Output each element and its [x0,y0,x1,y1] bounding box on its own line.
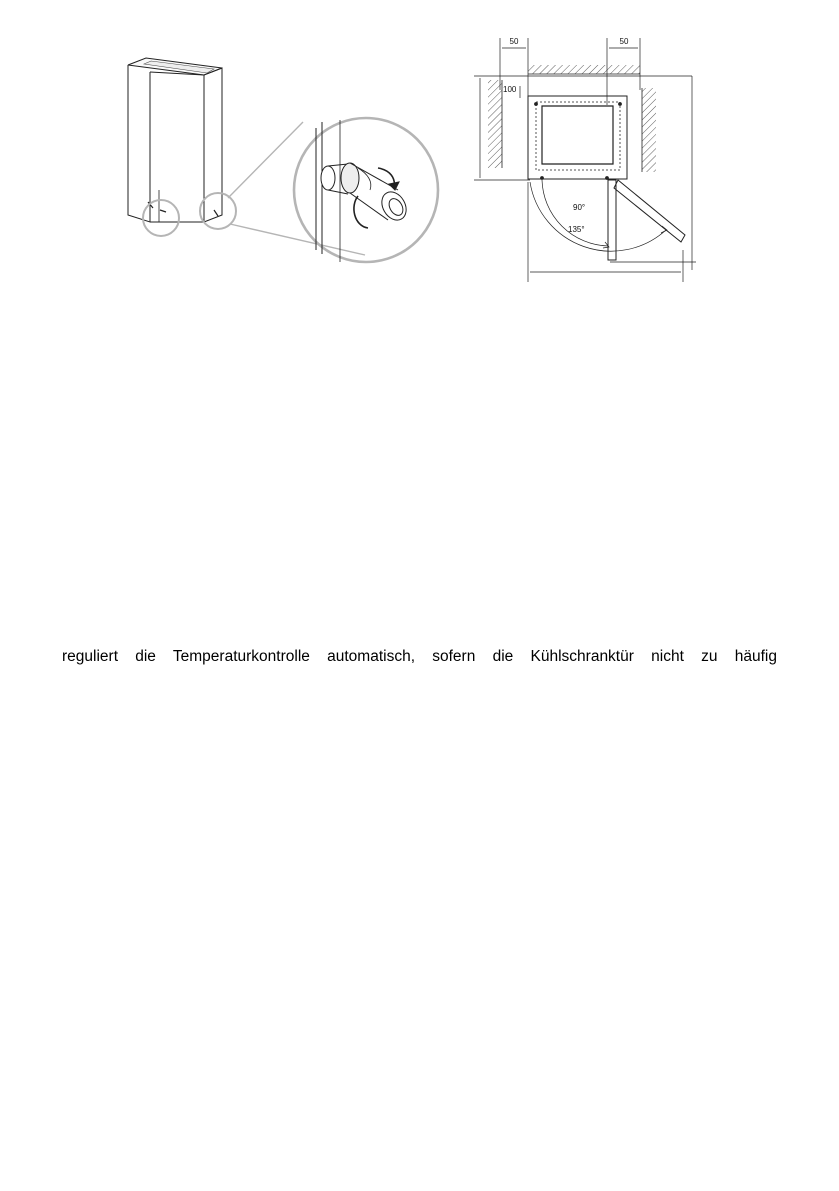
door-angle-90-label: 90° [573,203,586,212]
dimension-lines [474,38,696,282]
door-swing-arcs [530,180,667,251]
body-text-line: reguliert die Temperaturkontrolle automatisch, sofern die Kühlschranktür nicht zu häufig [62,648,777,665]
adjustable-foot-detail [316,120,411,262]
fridge-body [528,96,685,260]
clearance-plan-figure [470,30,720,285]
fridge-leveling-figure [118,50,448,270]
rear-gap-label: 100 [503,85,517,94]
side-gap-left-label: 50 [509,37,519,46]
door-angle-135-label: 135° [568,225,585,234]
walls [488,65,656,172]
fridge-cabinet [128,58,222,222]
side-gap-right-label: 50 [619,37,629,46]
zoom-circles [143,118,438,262]
